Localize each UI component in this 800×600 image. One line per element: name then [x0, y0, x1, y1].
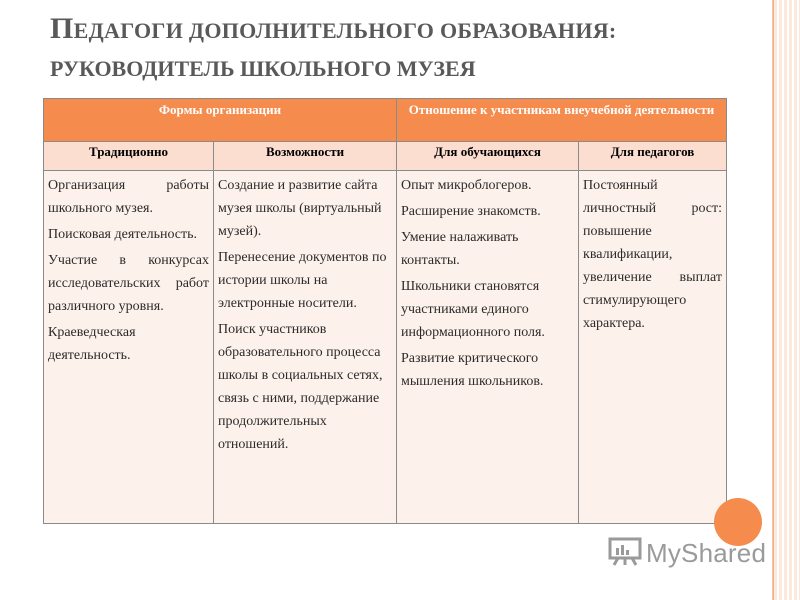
myshared-logo — [608, 536, 766, 571]
cell-traditionally — [44, 171, 214, 524]
list-item: Школьники становятся участниками единого информационного поля. — [401, 279, 545, 340]
list-item: Участие в конкурсах исследовательских работ различного уровня. — [48, 253, 209, 314]
logo-text: MyShared — [646, 538, 767, 568]
cell-for-teachers — [579, 171, 727, 524]
subheader-for-teachers: Для педагогов — [579, 142, 727, 171]
list-item: Расширение знакомств. — [401, 204, 541, 219]
title-line-1 — [50, 8, 690, 50]
list-item: Создание и развитие сайта музея школы (виртуальный музей). — [218, 178, 382, 239]
info-table — [43, 98, 727, 524]
list-item: Поиск участников образовательного процесса школы в социальных сетях, связь с ними, поддержание продолжительных отношений. — [218, 322, 383, 452]
list-item: Краеведческая деятельность. — [48, 325, 136, 363]
list-item: Развитие критического мышления школьников. — [401, 351, 544, 389]
title-line-2: РУКОВОДИТЕЛЬ ШКОЛЬНОГО МУЗЕЯ — [50, 56, 476, 81]
decorative-right-border — [773, 0, 800, 600]
list-item: Организация работы школьного музея. — [48, 178, 209, 216]
header-forms-of-organization: Формы организации — [44, 99, 397, 142]
subheader-traditionally: Традиционно — [44, 142, 214, 171]
title-first-letter: П — [50, 12, 74, 45]
list-item: Умение налаживать контакты. — [401, 230, 519, 268]
subheader-for-students: Для обучающихся — [397, 142, 579, 171]
cell-opportunities — [214, 171, 397, 524]
slide-title — [50, 8, 690, 85]
subheader-opportunities: Возможности — [214, 142, 397, 171]
list-item: Опыт микроблогеров. — [401, 178, 532, 193]
header-relation-to-participants: Отношение к участникам внеучебной деятельности — [397, 99, 727, 142]
list-item: Постоянный личностный рост: повышение квалификации, увеличение выплат стимулирующего характера. — [583, 178, 723, 331]
list-item: Поисковая деятельность. — [48, 227, 198, 242]
title-line-1-rest: ЕДАГОГИ ДОПОЛНИТЕЛЬНОГО ОБРАЗОВАНИЯ: — [73, 18, 617, 43]
presentation-board-icon — [608, 536, 642, 571]
cell-for-students — [397, 171, 579, 524]
list-item: Перенесение документов по истории школы на электронные носители. — [218, 250, 387, 311]
